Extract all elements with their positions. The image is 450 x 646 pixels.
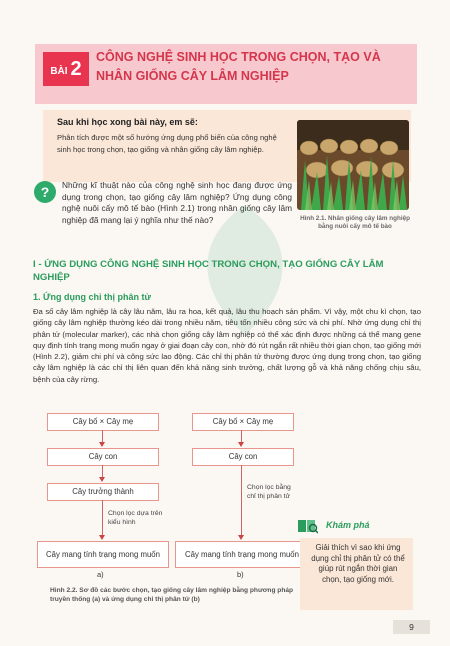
question-icon: ? (34, 181, 56, 203)
page-number: 9 (393, 620, 430, 634)
diagram-a-parents: Cây bố × Cây mẹ (47, 413, 159, 431)
arrowhead-icon (238, 535, 244, 540)
arrowhead-icon (99, 535, 105, 540)
explore-icon (298, 518, 318, 534)
arrow-line (241, 430, 242, 442)
diagram-a-mature: Cây trưởng thành (47, 483, 159, 501)
explore-text: Giải thích vì sao khi ứng dụng chỉ thị phân tử có thể giúp rút ngắn thời gian chọn, tạo giống mới. (311, 543, 405, 584)
figure1-caption: Hình 2.1. Nhân giống cây lâm nghiệp bằng nuôi cấy mô tế bào (300, 215, 410, 230)
diagram-b-label: b) (237, 570, 244, 579)
objectives-text: Phân tích được một số hướng ứng dụng phổ biến của công nghệ sinh học trong chọn, tạo giống và nhân giống cây lâm nghiệp. (57, 133, 277, 154)
diagram-b-note: Chọn lọc bằng chỉ thị phân tử (247, 484, 291, 500)
figure2-caption: Hình 2.2. Sơ đồ các bước chọn, tạo giống cây lâm nghiệp bằng phương pháp truyền thống (a) và ứng dụng chỉ thị phân tử (b) (50, 587, 294, 603)
arrow-line (102, 465, 103, 477)
diagram-a-note: Chọn lọc dựa trên kiểu hình (108, 510, 163, 526)
lesson-badge (43, 52, 89, 86)
section-heading: I - ỨNG DỤNG CÔNG NGHỆ SINH HỌC TRONG CHỌN, TẠO GIỐNG CÂY LÂM NGHIỆP (33, 259, 384, 283)
arrow-line (102, 430, 103, 442)
lesson-title: CÔNG NGHỆ SINH HỌC TRONG CHỌN, TẠO VÀ NHÂN GIỐNG CÂY LÂM NGHIỆP (96, 50, 381, 83)
section-paragraph: Đa số cây lâm nghiệp là cây lâu năm, lâu ra hoa, kết quả, lâu thu hoạch sản phẩm. Vì vậy, một chu kì chọn, tạo giống cây lâm nghiệp thường kéo dài trong nhiều năm, tiêu tốn nhiều công sức và chi phí. Nhờ ứng dụng chỉ thị phân tử (molecular marker), các nhà chọn giống cây lâm nghiệp có thể xác định được những cá thể mang gene quy định tính trạng mong muốn ngay ở giai đoạn cây con, nhờ đó rút ngắn rất nhiều thời gian chọn, tạo giống mới (Hình 2.2), giảm chi phí và công sức lao động. Các chỉ thị phân tử thường được ứng dụng trong chọn, tạo giống cây lâm nghiệp là các chỉ thị liên quan đến khả năng sinh trưởng, chất lượng gỗ và khả năng chống chịu sâu, bệnh của cây rừng. (33, 307, 421, 384)
diagram-b-parents: Cây bố × Cây mẹ (192, 413, 294, 431)
diagram-b-result: Cây mang tính trạng mong muốn (175, 541, 309, 568)
arrowhead-icon (99, 477, 105, 482)
diagram-a-result: Cây mang tính trạng mong muốn (37, 541, 169, 568)
question-text: Những kĩ thuật nào của công nghệ sinh học đang được ứng dụng trong chọn, tạo giống cây lâm nghiệp? Ứng dụng công nghệ nuôi cấy mô tế bào (Hình 2.1) trong nhân giống cây lâm nghiệp đã mang lại ý nghĩa như thế nào? (62, 180, 292, 226)
arrow-line (241, 465, 242, 535)
badge-number: 2 (70, 57, 82, 80)
diagram-b-seedling: Cây con (192, 448, 294, 466)
diagram-a-label: a) (97, 570, 104, 579)
arrowhead-icon (99, 442, 105, 447)
objectives-heading: Sau khi học xong bài này, em sẽ: (57, 117, 198, 127)
subsection-heading: 1. Ứng dụng chỉ thị phân tử (33, 292, 151, 302)
arrow-line (102, 500, 103, 535)
explore-title: Khám phá (326, 520, 370, 530)
diagram-a-seedling: Cây con (47, 448, 159, 466)
badge-word: BÀI (50, 65, 68, 77)
arrowhead-icon (238, 442, 244, 447)
